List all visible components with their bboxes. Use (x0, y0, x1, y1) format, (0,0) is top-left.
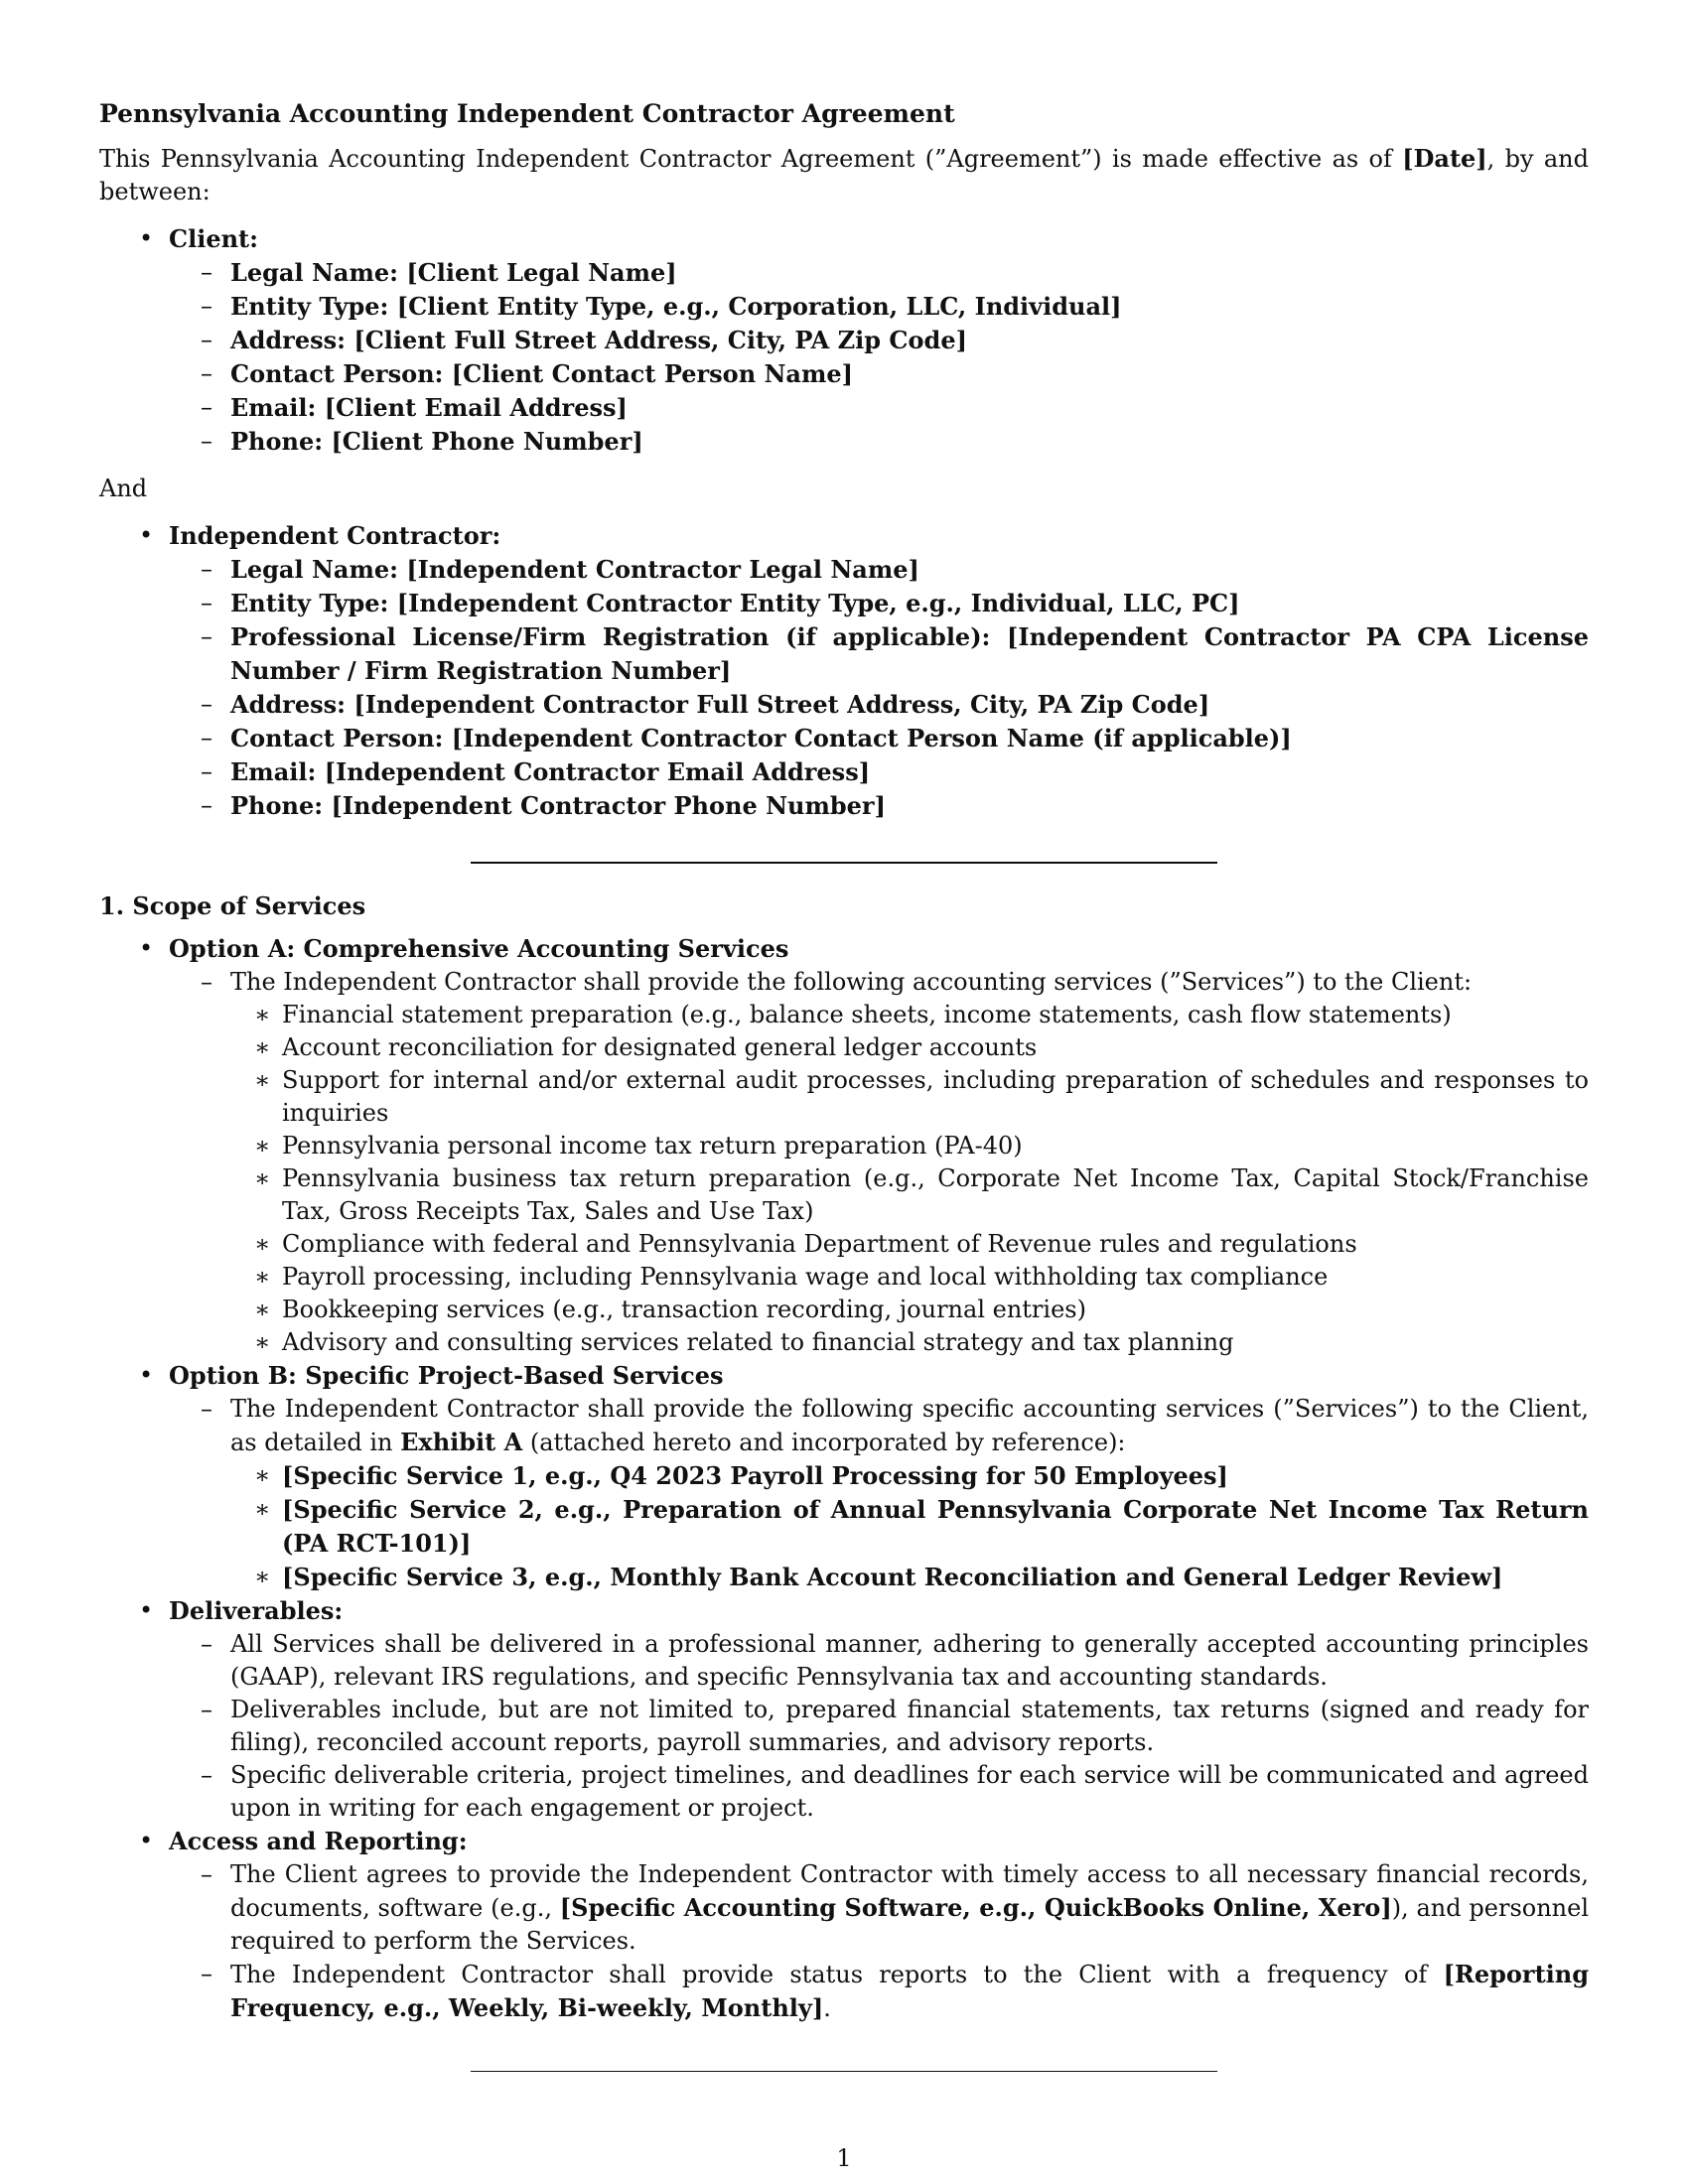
option-a (169, 932, 1589, 1359)
option-a-heading: Option A: Comprehensive Accounting Services (169, 934, 789, 963)
service-item: ∗ Advisory and consulting services related to financial strategy and tax planning (282, 1326, 1589, 1359)
client-item: – Entity Type: [Client Entity Type, e.g., Corporation, LLC, Individual] (230, 290, 1589, 324)
client-section (169, 222, 1589, 459)
access-reporting (169, 1825, 1589, 2025)
service-item: ∗ Payroll processing, including Pennsylvania wage and local withholding tax compliance (282, 1261, 1589, 1294)
client-item: – Email: [Client Email Address] (230, 391, 1589, 425)
deliverable-item: – Specific deliverable criteria, project timelines, and deadlines for each service will be communicated and agreed upon in writing for each engagement or project. (230, 1759, 1589, 1825)
access-item: – The Independent Contractor shall provide status reports to the Client with a frequency of [Reporting Frequency, e.g., Weekly, Bi-weekly, Monthly]. (230, 1958, 1589, 2025)
section-heading: 1. Scope of Services (99, 891, 366, 920)
intro-text-end: , by and between: (99, 145, 1589, 205)
option-a-lead: – The Independent Contractor shall provide the following accounting services (”Services”) to the Client: ∗ Financial statement preparation (e.g., balance sheets, income statements, cash flow statements) ∗ Account reconciliation for designated general ledger accounts ∗ Support for internal and/or external audit processes, including preparation of schedules and responses to inquiries ∗ Pennsylvania personal income tax return preparation (PA-40) ∗ Pennsylvania business tax return preparation (e.g., Corporate Net Income Tax, Capital Stock/Franchise Tax, Gross Receipts Tax, Sales and Use Tax) ∗ Compliance with federal and Pennsylvania Department of Revenue rules and regulations ∗ Payroll processing, including Pennsylvania wage and local withholding tax compliance ∗ Bookkeeping services (e.g., transaction recording, journal entries) ∗ Advisory and consulting services related to financial strategy and tax planning (230, 966, 1589, 1359)
deliverable-item: – Deliverables include, but are not limited to, prepared financial statements, tax returns (signed and ready for filing), reconciled account reports, payroll summaries, and advisory reports. (230, 1694, 1589, 1759)
contractor-item: – Email: [Independent Contractor Email Address] (230, 755, 1589, 789)
client-item: – Address: [Client Full Street Address, City, PA Zip Code] (230, 324, 1589, 357)
contractor-section (169, 519, 1589, 823)
page-number: 1 (836, 2144, 852, 2172)
deliverables-heading: Deliverables: (169, 1596, 344, 1625)
project-item: ∗ [Specific Service 1, e.g., Q4 2023 Payroll Processing for 50 Employees] (282, 1459, 1589, 1493)
service-item: ∗ Financial statement preparation (e.g., balance sheets, income statements, cash flow statements) (282, 999, 1589, 1031)
option-b-lead: – The Independent Contractor shall provide the following specific accounting services (”Services”) to the Client, as detailed in Exhibit A (attached hereto and incorporated by reference): ∗ [Specific Service 1, e.g., Q4 2023 Payroll Processing for 50 Employees] ∗ [Specific Service 2, e.g., Preparation of Annual Pennsylvania Corporate Net Income Tax Return (PA RCT-101)] ∗ [Specific Service 3, e.g., Monthly Bank Account Reconciliation and General Ledger Review] (230, 1393, 1589, 1594)
option-b-heading: Option B: Specific Project-Based Services (169, 1361, 724, 1390)
contractor-list (99, 519, 1589, 823)
contractor-item: – Professional License/Firm Registration (if applicable): [Independent Contractor PA CPA License Number / Firm Registration Number] (230, 620, 1589, 688)
deliverables (169, 1594, 1589, 1825)
intro-text: This Pennsylvania Accounting Independent Contractor Agreement (”Agreement”) is made effective as of (99, 145, 1403, 173)
contractor-item: – Address: [Independent Contractor Full Street Address, City, PA Zip Code] (230, 688, 1589, 722)
contractor-heading: Independent Contractor: (169, 521, 501, 550)
horizontal-rule-bottom (471, 2071, 1217, 2072)
service-item: ∗ Pennsylvania business tax return preparation (e.g., Corporate Net Income Tax, Capital Stock/Franchise Tax, Gross Receipts Tax, Sales and Use Tax) (282, 1162, 1589, 1228)
project-item: ∗ [Specific Service 3, e.g., Monthly Bank Account Reconciliation and General Ledger Review] (282, 1561, 1589, 1594)
client-item: – Phone: [Client Phone Number] (230, 425, 1589, 459)
option-b (169, 1359, 1589, 1594)
intro-date: [Date] (1402, 144, 1487, 173)
client-heading: Client: (169, 224, 258, 253)
service-item: ∗ Bookkeeping services (e.g., transaction recording, journal entries) (282, 1294, 1589, 1326)
contractor-item: – Phone: [Independent Contractor Phone Number] (230, 789, 1589, 823)
client-list (99, 222, 1589, 459)
contractor-item: – Entity Type: [Independent Contractor Entity Type, e.g., Individual, LLC, PC] (230, 587, 1589, 620)
document-page (99, 97, 1589, 2072)
access-item: – The Client agrees to provide the Independent Contractor with timely access to all necessary financial records, documents, software (e.g., [Specific Accounting Software, e.g., QuickBooks Online, Xero]), and personnel required to perform the Services. (230, 1858, 1589, 1958)
service-item: ∗ Support for internal and/or external audit processes, including preparation of schedules and responses to inquiries (282, 1064, 1589, 1130)
service-item: ∗ Pennsylvania personal income tax return preparation (PA-40) (282, 1130, 1589, 1162)
service-item: ∗ Compliance with federal and Pennsylvania Department of Revenue rules and regulations (282, 1228, 1589, 1261)
project-item: ∗ [Specific Service 2, e.g., Preparation of Annual Pennsylvania Corporate Net Income Tax Return (PA RCT-101)] (282, 1493, 1589, 1561)
service-item: ∗ Account reconciliation for designated general ledger accounts (282, 1031, 1589, 1064)
intro-paragraph (99, 142, 1589, 208)
client-item: – Legal Name: [Client Legal Name] (230, 256, 1589, 290)
scope-list (99, 932, 1589, 2025)
and-separator: And (99, 475, 148, 502)
contractor-item: – Contact Person: [Independent Contractor Contact Person Name (if applicable)] (230, 722, 1589, 755)
document-title: Pennsylvania Accounting Independent Contractor Agreement (99, 99, 955, 128)
contractor-item: – Legal Name: [Independent Contractor Legal Name] (230, 553, 1589, 587)
deliverable-item: – All Services shall be delivered in a professional manner, adhering to generally accepted accounting principles (GAAP), relevant IRS regulations, and specific Pennsylvania tax and accounting standards. (230, 1628, 1589, 1694)
client-item: – Contact Person: [Client Contact Person Name] (230, 357, 1589, 391)
access-heading: Access and Reporting: (169, 1827, 468, 1855)
